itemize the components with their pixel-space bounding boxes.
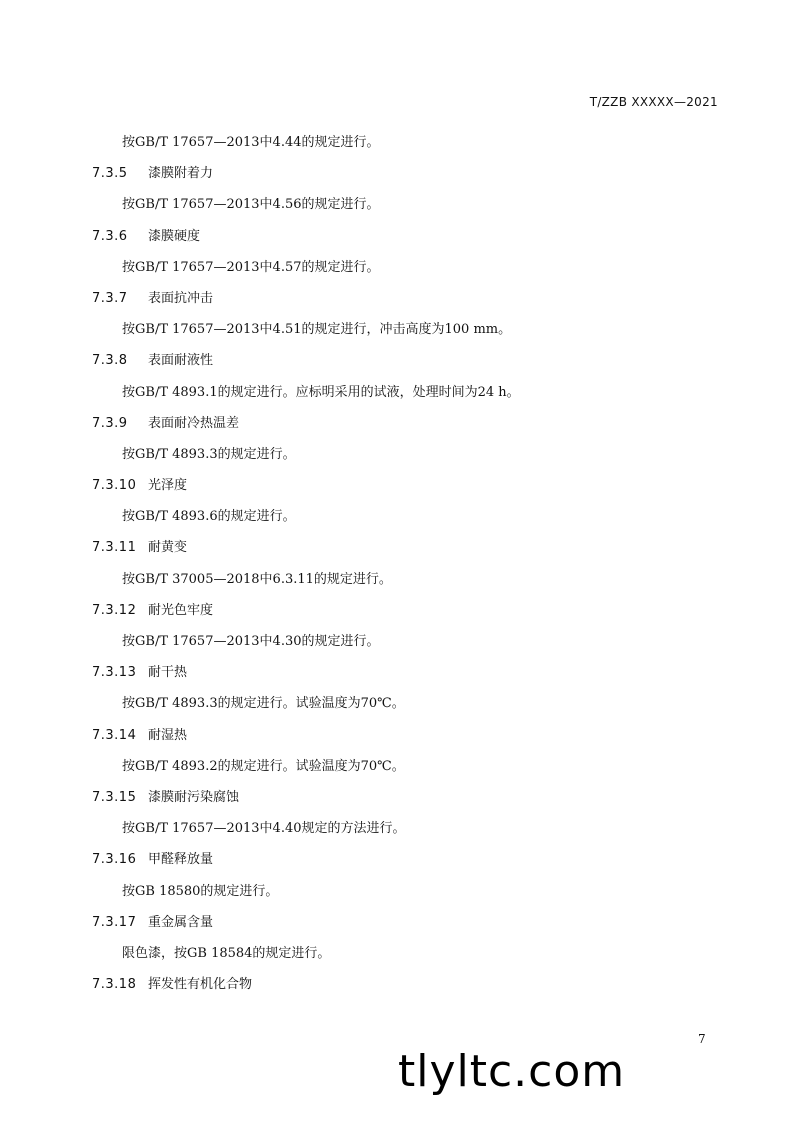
section-title: 漆膜耐污染腐蚀 bbox=[148, 789, 240, 805]
paragraph-text: 按GB 18580的规定进行。 bbox=[122, 883, 279, 899]
section-heading-row bbox=[0, 844, 794, 875]
paragraph-row bbox=[0, 876, 794, 907]
section-heading bbox=[92, 786, 239, 805]
paragraph-row bbox=[0, 252, 794, 283]
section-heading bbox=[92, 412, 239, 431]
section-heading-row bbox=[0, 782, 794, 813]
paragraph-row bbox=[0, 501, 794, 532]
section-title: 挥发性有机化合物 bbox=[148, 977, 253, 993]
section-number: 7.3.6 bbox=[92, 228, 128, 244]
paragraph-row bbox=[0, 314, 794, 345]
section-heading-row bbox=[0, 345, 794, 376]
document-body bbox=[0, 127, 794, 1000]
section-number: 7.3.8 bbox=[92, 353, 128, 369]
section-heading bbox=[92, 474, 187, 493]
paragraph-row bbox=[0, 439, 794, 470]
paragraph-row bbox=[0, 626, 794, 657]
paragraph-row bbox=[0, 688, 794, 719]
section-heading bbox=[92, 724, 187, 743]
section-number: 7.3.13 bbox=[92, 665, 137, 681]
section-heading-row bbox=[0, 969, 794, 1000]
section-number: 7.3.16 bbox=[92, 852, 137, 868]
section-number: 7.3.17 bbox=[92, 914, 137, 930]
paragraph-text: 限色漆，按GB 18584的规定进行。 bbox=[122, 945, 331, 961]
section-heading-row bbox=[0, 595, 794, 626]
section-heading-row bbox=[0, 907, 794, 938]
section-heading bbox=[92, 661, 187, 680]
section-heading bbox=[92, 287, 213, 306]
section-title: 漆膜附着力 bbox=[148, 166, 214, 182]
section-heading-row bbox=[0, 283, 794, 314]
section-number: 7.3.11 bbox=[92, 540, 137, 556]
paragraph-text: 按GB/T 4893.3的规定进行。 bbox=[122, 446, 296, 462]
section-title: 表面耐液性 bbox=[148, 353, 214, 369]
section-heading-row bbox=[0, 657, 794, 688]
section-title: 表面耐冷热温差 bbox=[148, 415, 240, 431]
section-heading bbox=[92, 349, 213, 368]
section-number: 7.3.15 bbox=[92, 789, 137, 805]
section-heading bbox=[92, 225, 200, 244]
section-heading-row bbox=[0, 408, 794, 439]
paragraph-text: 按GB/T 4893.1的规定进行。应标明采用的试液，处理时间为24 h。 bbox=[122, 384, 520, 400]
section-title: 甲醛释放量 bbox=[148, 852, 214, 868]
paragraph-text: 按GB/T 17657—2013中4.30的规定进行。 bbox=[122, 634, 380, 649]
page-number: 7 bbox=[698, 1032, 706, 1046]
paragraph-text: 按GB/T 17657—2013中4.44的规定进行。 bbox=[122, 135, 380, 150]
paragraph-text: 按GB/T 4893.6的规定进行。 bbox=[122, 509, 296, 525]
paragraph-text: 按GB/T 17657—2013中4.40规定的方法进行。 bbox=[122, 821, 406, 837]
section-title: 耐黄变 bbox=[148, 540, 188, 556]
section-title: 表面抗冲击 bbox=[148, 290, 214, 306]
section-heading-row bbox=[0, 720, 794, 751]
section-title: 重金属含量 bbox=[148, 914, 214, 930]
section-title: 耐湿热 bbox=[148, 727, 188, 743]
section-title: 耐光色牢度 bbox=[148, 602, 214, 618]
section-heading bbox=[92, 911, 213, 930]
section-title: 耐干热 bbox=[148, 665, 188, 681]
section-number: 7.3.9 bbox=[92, 415, 128, 431]
section-heading bbox=[92, 162, 213, 181]
section-heading-row bbox=[0, 221, 794, 252]
paragraph-row bbox=[0, 377, 794, 408]
section-number: 7.3.14 bbox=[92, 727, 137, 743]
section-number: 7.3.12 bbox=[92, 602, 137, 618]
section-heading bbox=[92, 848, 213, 867]
section-number: 7.3.5 bbox=[92, 166, 128, 182]
section-heading-row bbox=[0, 158, 794, 189]
section-number: 7.3.7 bbox=[92, 290, 128, 306]
paragraph-row bbox=[0, 189, 794, 220]
section-heading-row bbox=[0, 470, 794, 501]
watermark-text: tlyltc.com bbox=[398, 1046, 626, 1097]
section-title: 光泽度 bbox=[148, 478, 188, 494]
paragraph-text: 按GB/T 17657—2013中4.57的规定进行。 bbox=[122, 259, 380, 275]
paragraph-text: 按GB/T 37005—2018中6.3.11的规定进行。 bbox=[122, 571, 392, 587]
paragraph-text: 按GB/T 4893.2的规定进行。试验温度为70℃。 bbox=[122, 758, 405, 774]
paragraph-text: 按GB/T 17657—2013中4.51的规定进行，冲击高度为100 mm。 bbox=[122, 322, 512, 338]
section-heading bbox=[92, 536, 187, 555]
paragraph-row bbox=[0, 564, 794, 595]
paragraph-text: 按GB/T 4893.3的规定进行。试验温度为70℃。 bbox=[122, 696, 405, 712]
section-number: 7.3.10 bbox=[92, 478, 137, 494]
section-heading bbox=[92, 599, 213, 618]
section-title: 漆膜硬度 bbox=[148, 228, 201, 244]
paragraph-row bbox=[0, 127, 794, 158]
paragraph-row bbox=[0, 751, 794, 782]
paragraph-text: 按GB/T 17657—2013中4.56的规定进行。 bbox=[122, 197, 380, 213]
document-code: T/ZZB XXXXX—2021 bbox=[589, 95, 718, 109]
section-number: 7.3.18 bbox=[92, 977, 137, 993]
paragraph-row bbox=[0, 938, 794, 969]
section-heading bbox=[92, 973, 252, 992]
paragraph-row bbox=[0, 813, 794, 844]
section-heading-row bbox=[0, 532, 794, 563]
